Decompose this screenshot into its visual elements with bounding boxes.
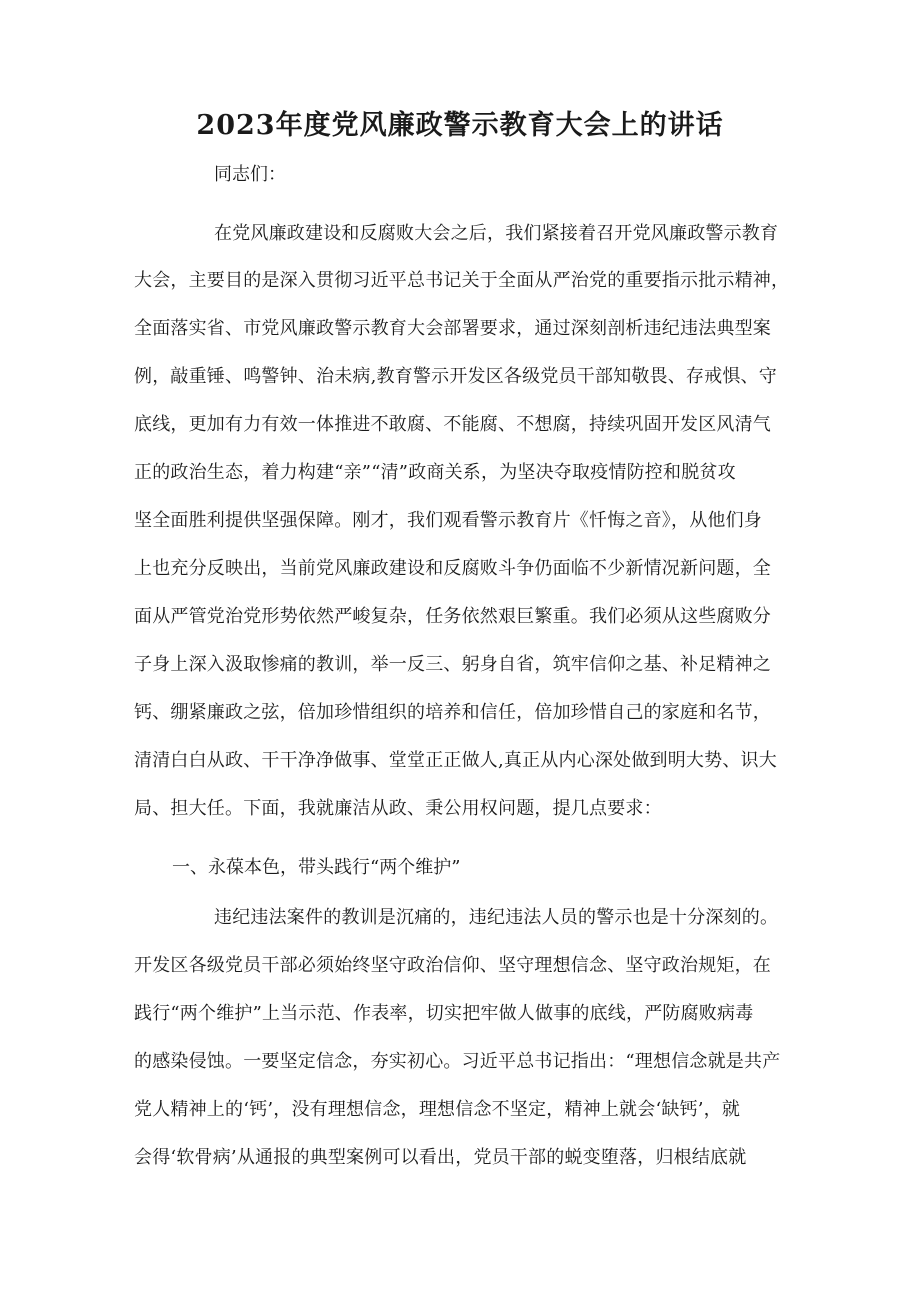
paragraph-line: 党人精神上的‘钙’，没有理想信念，理想信念不坚定，精神上就会‘缺钙’，就 bbox=[134, 1099, 741, 1120]
paragraph-line: 上也充分反映出，当前党风廉政建设和反腐败斗争仍面临不少新情况新问题，全 bbox=[134, 558, 771, 579]
paragraph-line: 正的政治生态，着力构建“亲”“清”政商关系，为坚决夺取疫情防控和脱贫攻 bbox=[134, 462, 736, 483]
paragraph-line: 在党风廉政建设和反腐败大会之后，我们紧接着召开党风廉政警示教育 bbox=[214, 223, 779, 244]
paragraph-line: 会得‘软骨病’从通报的典型案例可以看出，党员干部的蜕变堕落，归根结底就 bbox=[134, 1147, 747, 1168]
paragraph-line: 全面落实省、市党风廉政警示教育大会部署要求，通过深刻剖析违纪违法典型案 bbox=[134, 318, 771, 339]
paragraph-line: 清清白白从政、干干净净做事、堂堂正正做人,真正从内心深处做到明大势、识大 bbox=[134, 750, 777, 771]
paragraph-line: 面从严管党治党形势依然严峻复杂，任务依然艰巨繁重。我们必须从这些腐败分 bbox=[134, 606, 771, 627]
paragraph-line: 坚全面胜利提供坚强保障。刚才，我们观看警示教育片《忏悔之音》，从他们身 bbox=[134, 510, 762, 531]
paragraph-line: 底线，更加有力有效一体推进不敢腐、不能腐、不想腐，持续巩固开发区风清气 bbox=[134, 414, 771, 435]
paragraph-line: 开发区各级党员干部必须始终坚守政治信仰、坚守理想信念、坚守政治规矩，在 bbox=[134, 955, 771, 976]
paragraph-line: 践行“两个维护”上当示范、作表率，切实把牢做人做事的底线，严防腐败病毒 bbox=[134, 1003, 754, 1024]
section-heading: 一、永葆本色，带头践行“两个维护” bbox=[172, 857, 461, 878]
greeting: 同志们： bbox=[214, 164, 286, 185]
paragraph-line: 例，敲重锤、鸣警钟、治未病,教育警示开发区各级党员干部知敬畏、存戒惧、守 bbox=[134, 366, 777, 387]
paragraph-line: 子身上深入汲取惨痛的教训，举一反三、躬身自省，筑牢信仰之基、补足精神之 bbox=[134, 654, 771, 675]
document-title: 2023年度党风廉政警示教育大会上的讲话 bbox=[196, 110, 724, 141]
paragraph-line: 大会，主要目的是深入贯彻习近平总书记关于全面从严治党的重要指示批示精神， bbox=[134, 270, 790, 291]
paragraph-line: 钙、绷紧廉政之弦，倍加珍惜组织的培养和信任，倍加珍惜自己的家庭和名节， bbox=[134, 702, 771, 723]
paragraph-line: 局、担大任。下面，我就廉洁从政、秉公用权问题，提几点要求： bbox=[134, 798, 662, 819]
paragraph-line: 的感染侵蚀。一要坚定信念，夯实初心。习近平总书记指出：“理想信念就是共产 bbox=[134, 1051, 781, 1072]
paragraph-line: 违纪违法案件的教训是沉痛的，违纪违法人员的警示也是十分深刻的。 bbox=[214, 907, 779, 928]
